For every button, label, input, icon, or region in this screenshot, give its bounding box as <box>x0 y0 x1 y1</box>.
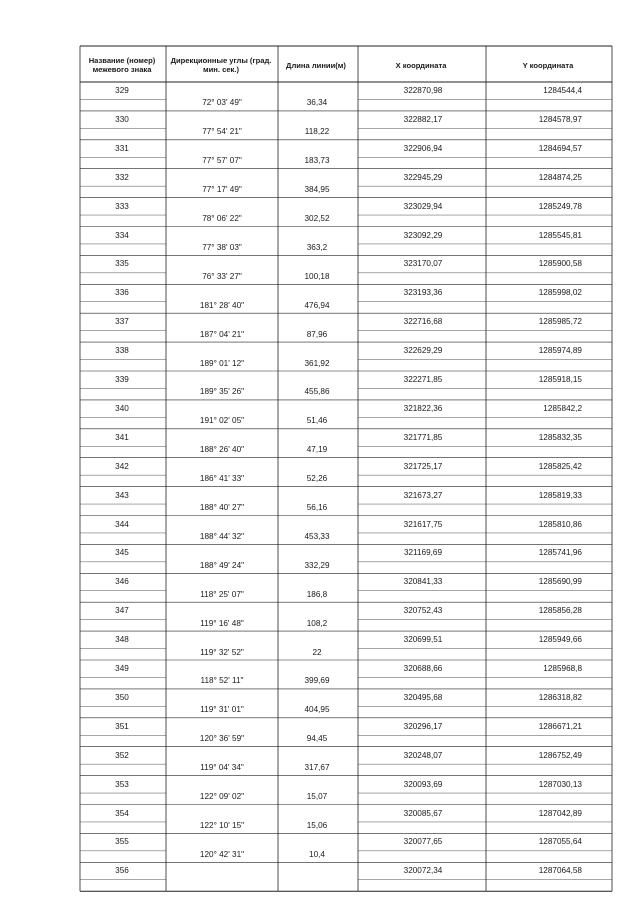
point-y: 1285949,66 <box>538 635 582 645</box>
segment-angle: 188° 26' 40" <box>199 445 245 455</box>
point-y: 1285741,96 <box>538 548 582 558</box>
point-x: 320296,17 <box>403 721 443 731</box>
point-x: 320077,65 <box>403 837 443 847</box>
header-angles: Дирекционные углы (град. мин. сек.) <box>170 56 272 74</box>
point-y: 1284694,57 <box>538 143 582 153</box>
point-y: 1286671,21 <box>538 721 582 731</box>
point-x: 320688,66 <box>403 664 443 673</box>
segment-angle: 120° 42' 31" <box>199 849 245 859</box>
point-y: 1287042,89 <box>538 808 582 818</box>
point-x: 320085,67 <box>403 808 443 818</box>
point-name: 332 <box>115 172 129 182</box>
point-name: 354 <box>115 808 129 818</box>
segment-length: 453,33 <box>304 531 330 541</box>
segment-angle: 191° 02' 05" <box>199 416 245 426</box>
point-name: 336 <box>115 288 129 298</box>
point-x: 323092,29 <box>403 230 443 240</box>
point-x: 320699,51 <box>403 635 443 645</box>
point-name: 331 <box>115 143 129 153</box>
segment-length: 361,92 <box>304 358 330 368</box>
segment-length: 118,22 <box>304 127 330 137</box>
segment-length: 302,52 <box>304 214 330 224</box>
point-y: 1285856,28 <box>538 606 582 616</box>
segment-length: 455,86 <box>304 387 330 397</box>
point-name: 355 <box>115 837 129 847</box>
segment-angle: 118° 52' 11" <box>200 676 244 686</box>
point-y: 1285900,58 <box>538 259 582 269</box>
point-name: 341 <box>115 432 129 442</box>
point-x: 321169,69 <box>403 548 443 558</box>
segment-angle: 186° 41' 33" <box>199 474 245 484</box>
header-name: Название (номер) межевого знака <box>88 56 156 74</box>
segment-length: 399,69 <box>304 676 330 686</box>
point-x: 322716,68 <box>403 317 443 327</box>
segment-angle: 77° 57' 07" <box>202 156 242 166</box>
segment-length: 183,73 <box>304 156 330 166</box>
segment-angle: 181° 28' 40" <box>199 300 245 310</box>
segment-length: 87,96 <box>306 329 328 339</box>
point-x: 320248,07 <box>403 750 443 760</box>
segment-angle: 77° 38' 03" <box>202 242 242 252</box>
segment-length: 108,2 <box>306 618 328 628</box>
point-y: 1285825,42 <box>538 461 582 471</box>
segment-length: 15,06 <box>306 820 328 830</box>
segment-angle: 122° 10' 15" <box>199 820 245 830</box>
segment-angle: 119° 04' 34" <box>200 763 244 773</box>
point-name: 343 <box>115 490 129 500</box>
point-name: 349 <box>115 664 129 673</box>
segment-length: 22 <box>312 647 322 657</box>
segment-angle: 72° 03' 49" <box>202 98 242 108</box>
point-y: 1285918,15 <box>538 375 582 384</box>
point-y: 1285832,35 <box>538 432 582 442</box>
point-y: 1287030,13 <box>538 779 582 789</box>
point-x: 320841,33 <box>403 577 443 587</box>
point-x: 322870,98 <box>403 86 443 95</box>
segment-length: 404,95 <box>304 705 330 715</box>
point-x: 322882,17 <box>403 114 443 124</box>
segment-angle: 119° 32' 52" <box>200 647 244 657</box>
point-y: 1285690,99 <box>538 577 582 587</box>
point-name: 342 <box>115 461 129 471</box>
point-name: 347 <box>115 606 129 616</box>
point-name: 344 <box>115 519 129 529</box>
segment-angle: 77° 17' 49" <box>202 185 242 195</box>
point-x: 320495,68 <box>403 692 443 702</box>
point-name: 335 <box>115 259 129 269</box>
point-name: 339 <box>115 375 129 384</box>
point-y: 1287064,58 <box>538 866 582 876</box>
segment-length: 363,2 <box>306 242 328 252</box>
segment-angle: 189° 01' 12" <box>199 358 245 368</box>
segment-angle: 76° 33' 27" <box>202 271 242 281</box>
point-name: 346 <box>115 577 129 587</box>
point-y: 1285974,89 <box>538 346 582 356</box>
segment-length: 476,94 <box>304 300 330 310</box>
point-x: 323170,07 <box>403 259 443 269</box>
segment-length: 384,95 <box>304 185 330 195</box>
point-name: 340 <box>115 403 129 413</box>
point-name: 345 <box>115 548 129 558</box>
point-y: 1285545,81 <box>538 230 582 240</box>
segment-length: 52,26 <box>306 474 328 484</box>
point-y: 1285249,78 <box>538 201 582 211</box>
point-x: 323193,36 <box>403 288 443 298</box>
point-y: 1285819,33 <box>538 490 582 500</box>
point-name: 330 <box>115 114 129 124</box>
header-x: X координата <box>395 60 447 70</box>
point-x: 322906,94 <box>403 143 443 153</box>
point-y: 1285998,02 <box>538 288 582 298</box>
segment-angle: 189° 35' 26" <box>199 387 245 397</box>
point-name: 334 <box>115 230 129 240</box>
point-name: 348 <box>115 635 129 645</box>
point-name: 338 <box>115 346 129 356</box>
segment-angle: 78° 06' 22" <box>202 214 242 224</box>
segment-length: 15,07 <box>306 792 328 802</box>
segment-angle: 122° 09' 02" <box>199 792 245 802</box>
point-name: 352 <box>115 750 129 760</box>
segment-angle: 188° 40' 27" <box>199 503 245 513</box>
header-length: Длина линии(м) <box>286 60 346 70</box>
point-name: 351 <box>115 721 129 731</box>
segment-length: 47,19 <box>306 445 328 455</box>
point-name: 329 <box>115 86 129 95</box>
segment-angle: 119° 16' 48" <box>200 618 244 628</box>
point-x: 321822,36 <box>403 403 443 413</box>
header-y: Y координата <box>522 60 574 70</box>
point-name: 356 <box>115 866 129 876</box>
segment-length: 186,8 <box>306 589 328 599</box>
segment-length: 51,46 <box>306 416 328 426</box>
point-name: 333 <box>115 201 129 211</box>
point-y: 1285968,8 <box>543 664 582 673</box>
point-y: 1285842,2 <box>543 403 582 413</box>
segment-length: 332,29 <box>304 560 330 570</box>
point-y: 1284578,97 <box>538 114 582 124</box>
point-x: 322945,29 <box>403 172 443 182</box>
point-x: 321771,85 <box>403 432 443 442</box>
segment-angle: 187° 04' 21" <box>199 329 245 339</box>
point-y: 1284874,25 <box>538 172 582 182</box>
point-x: 320093,69 <box>403 779 443 789</box>
point-x: 322629,29 <box>403 346 443 356</box>
point-y: 1284544,4 <box>543 86 582 95</box>
point-y: 1287055,64 <box>538 837 582 847</box>
segment-length: 94,45 <box>306 734 328 744</box>
point-x: 321673,27 <box>403 490 443 500</box>
point-x: 320752,43 <box>403 606 443 616</box>
point-x: 323029,94 <box>403 201 443 211</box>
point-y: 1286752,49 <box>538 750 582 760</box>
segment-angle: 77° 54' 21" <box>202 127 242 137</box>
point-name: 353 <box>115 779 129 789</box>
segment-length: 317,67 <box>304 763 330 773</box>
point-y: 1286318,82 <box>538 692 582 702</box>
segment-angle: 188° 49' 24" <box>199 560 245 570</box>
point-name: 350 <box>115 692 129 702</box>
segment-angle: 118° 25' 07" <box>200 589 244 599</box>
segment-length: 100,18 <box>304 271 330 281</box>
point-name: 337 <box>115 317 129 327</box>
point-y: 1285985,72 <box>538 317 582 327</box>
segment-length: 56,16 <box>306 503 328 513</box>
segment-angle: 119° 31' 01" <box>200 705 244 715</box>
point-x: 322271,85 <box>403 375 443 384</box>
point-y: 1285810,86 <box>538 519 582 529</box>
point-x: 320072,34 <box>403 866 443 876</box>
segment-angle: 120° 36' 59" <box>199 734 245 744</box>
segment-angle: 188° 44' 32" <box>199 531 245 541</box>
point-x: 321617,75 <box>403 519 443 529</box>
segment-length: 10,4 <box>309 849 325 859</box>
point-x: 321725,17 <box>403 461 443 471</box>
segment-length: 36,34 <box>306 98 328 108</box>
